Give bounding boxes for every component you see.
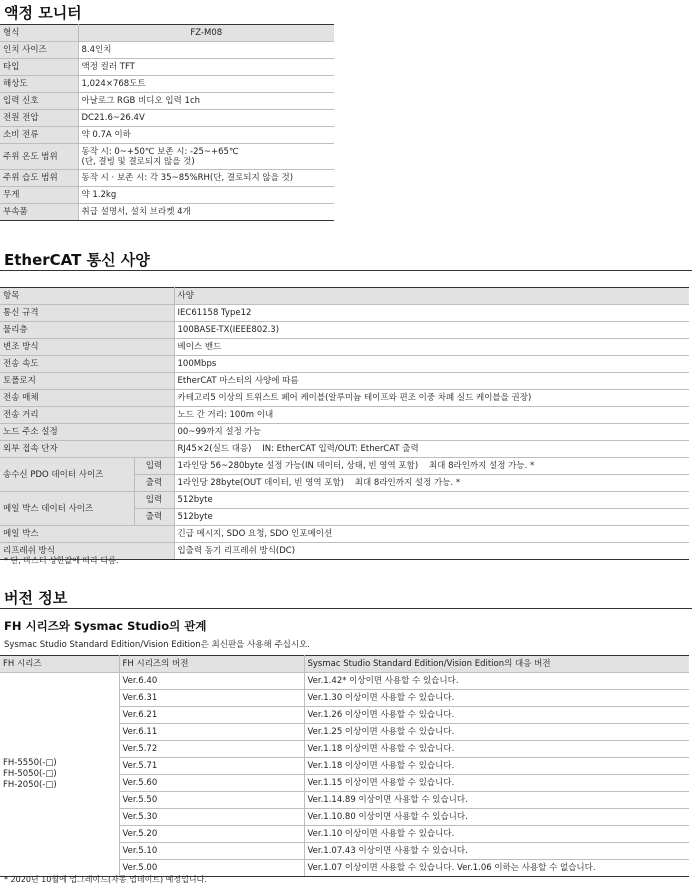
lcd-row [0, 93, 334, 110]
fh-version: Ver.5.50 [119, 792, 304, 809]
fh-version: Ver.5.30 [119, 809, 304, 826]
sysmac-version: Ver.1.07.43 이상이면 사용할 수 있습니다. [304, 843, 689, 860]
sysmac-version: Ver.1.07 이상이면 사용할 수 있습니다. Ver.1.06 이하는 사용할 수 없습니다. [304, 860, 689, 877]
ethercat-row-value: 00~99까지 설정 가능 [174, 424, 689, 441]
pdo-out-label: 출력 [134, 475, 174, 492]
lcd-row-value: 동작 시 · 보존 시: 각 35~85%RH(단, 결로되지 않을 것) [78, 170, 334, 187]
lcd-row-value [78, 144, 334, 170]
mailbox-size-in-label: 입력 [134, 492, 174, 509]
version-subtitle: FH 시리즈와 Sysmac Studio의 관계 [4, 619, 207, 633]
pdo-row-in [0, 458, 689, 475]
lcd-row [0, 144, 334, 170]
ethercat-header-row [0, 288, 689, 305]
lcd-row-label: 소비 전류 [0, 127, 78, 144]
version-header-row [0, 656, 689, 673]
ethercat-header-label: 항목 [0, 288, 174, 305]
lcd-row-label: 해상도 [0, 76, 78, 93]
ethercat-row-value: 긴급 메시지, SDO 요청, SDO 인포메이션 [174, 526, 689, 543]
sysmac-version: Ver.1.26 이상이면 사용할 수 있습니다. [304, 707, 689, 724]
sysmac-version: Ver.1.15 이상이면 사용할 수 있습니다. [304, 775, 689, 792]
ethercat-title-rule [0, 270, 692, 271]
ethercat-row [0, 441, 689, 458]
version-table [0, 655, 689, 877]
fh-series-name: FH-5550(-□) [3, 758, 57, 768]
ethercat-row-value: IEC61158 Type12 [174, 305, 689, 322]
sysmac-version: Ver.1.18 이상이면 사용할 수 있습니다. [304, 758, 689, 775]
lcd-row-value: 1,024×768도트 [78, 76, 334, 93]
ethercat-row-label: 전송 거리 [0, 407, 174, 424]
version-section-title: 버전 정보 [4, 589, 68, 607]
lcd-row-label: 주위 습도 범위 [0, 170, 78, 187]
ethercat-row [0, 407, 689, 424]
ethercat-row-label: 통신 규격 [0, 305, 174, 322]
fh-series-cell [0, 673, 119, 877]
lcd-row [0, 204, 334, 221]
ethercat-row-value: 노드 간 거리: 100m 이내 [174, 407, 689, 424]
mailbox-size-out-label: 출력 [134, 509, 174, 526]
mailbox-size-out-value: 512byte [174, 509, 689, 526]
ethercat-row [0, 424, 689, 441]
ethercat-row-value: 입출력 동기 리프레쉬 방식(DC) [174, 543, 689, 560]
fh-version: Ver.6.11 [119, 724, 304, 741]
fh-version: Ver.5.20 [119, 826, 304, 843]
lcd-row [0, 110, 334, 127]
fh-version: Ver.5.71 [119, 758, 304, 775]
lcd-header-row [0, 25, 334, 42]
lcd-row [0, 59, 334, 76]
lcd-row [0, 170, 334, 187]
lcd-temp-line2: (단, 결빙 및 결로되지 않을 것) [81, 156, 195, 167]
fh-version: Ver.6.40 [119, 673, 304, 690]
ethercat-row-label: 메일 박스 [0, 526, 174, 543]
lcd-row-value: 8.4인치 [78, 42, 334, 59]
lcd-row-value: 약 0.7A 이하 [78, 127, 334, 144]
pdo-label: 송수신 PDO 데이터 사이즈 [0, 458, 134, 492]
version-header-sysmac: Sysmac Studio Standard Edition/Vision Edition의 대응 버전 [304, 656, 689, 673]
lcd-header-label: 형식 [0, 25, 78, 42]
lcd-section-title: 액정 모니터 [4, 4, 82, 22]
pdo-in-label: 입력 [134, 458, 174, 475]
ethercat-row-label: 변조 방식 [0, 339, 174, 356]
ethercat-row-label: 노드 주소 설정 [0, 424, 174, 441]
lcd-row-label: 무게 [0, 187, 78, 204]
fh-version: Ver.5.60 [119, 775, 304, 792]
ethercat-row [0, 305, 689, 322]
ethercat-row-label: 리프레쉬 방식 [0, 543, 174, 560]
mailbox-size-row-in [0, 492, 689, 509]
ethercat-row [0, 322, 689, 339]
lcd-row-label: 타입 [0, 59, 78, 76]
ethercat-row-label: 외부 접속 단자 [0, 441, 174, 458]
sysmac-version: Ver.1.42* 이상이면 사용할 수 있습니다. [304, 673, 689, 690]
fh-version: Ver.6.31 [119, 690, 304, 707]
version-header-series: FH 시리즈 [0, 656, 119, 673]
version-title-rule [0, 608, 692, 609]
sysmac-version: Ver.1.30 이상이면 사용할 수 있습니다. [304, 690, 689, 707]
ethercat-row-value: EtherCAT 마스터의 사양에 따름 [174, 373, 689, 390]
ethercat-header-value: 사양 [174, 288, 689, 305]
lcd-spec-table [0, 24, 334, 221]
ethercat-row [0, 356, 689, 373]
lcd-row-label: 주위 온도 범위 [0, 144, 78, 170]
ethercat-row-label: 물리층 [0, 322, 174, 339]
fh-version: Ver.6.21 [119, 707, 304, 724]
lcd-row-label: 입력 신호 [0, 93, 78, 110]
ethercat-row [0, 373, 689, 390]
ethercat-row-label: 전송 매체 [0, 390, 174, 407]
sysmac-version: Ver.1.10.80 이상이면 사용할 수 있습니다. [304, 809, 689, 826]
ethercat-section-title: EtherCAT 통신 사양 [4, 251, 150, 269]
sysmac-version: Ver.1.18 이상이면 사용할 수 있습니다. [304, 741, 689, 758]
sysmac-version: Ver.1.14.89 이상이면 사용할 수 있습니다. [304, 792, 689, 809]
pdo-in-value: 1라인당 56~280byte 설정 가능(IN 데이터, 상태, 빈 영역 포함) 최대 8라인까지 설정 가능. * [174, 458, 689, 475]
lcd-row [0, 187, 334, 204]
fh-series-name: FH-5050(-□) [3, 769, 57, 779]
sysmac-version: Ver.1.10 이상이면 사용할 수 있습니다. [304, 826, 689, 843]
ethercat-row-value: 100Mbps [174, 356, 689, 373]
lcd-row [0, 76, 334, 93]
mailbox-size-label: 메일 박스 데이터 사이즈 [0, 492, 134, 526]
ethercat-row-value: 베이스 밴드 [174, 339, 689, 356]
lcd-row-value: 아날로그 RGB 비디오 입력 1ch [78, 93, 334, 110]
ethercat-row [0, 526, 689, 543]
lcd-row [0, 127, 334, 144]
ethercat-row-label: 토폴로지 [0, 373, 174, 390]
version-row [0, 673, 689, 690]
version-footnote: * 2020년 10월에 업그레이드(자동 업데이트) 예정입니다. [4, 875, 207, 884]
fh-version: Ver.5.72 [119, 741, 304, 758]
pdo-out-value: 1라인당 28byte(OUT 데이터, 빈 영역 포함) 최대 8라인까지 설정 가능. * [174, 475, 689, 492]
lcd-row [0, 42, 334, 59]
lcd-row-value: 취급 설명서, 설치 브라켓 4개 [78, 204, 334, 221]
ethercat-footnote: * 단, 마스터 상한값에 따라 다름. [4, 556, 119, 565]
version-description: Sysmac Studio Standard Edition/Vision Edition은 최신판을 사용해 주십시오. [4, 640, 310, 650]
fh-series-name: FH-2050(-□) [3, 780, 57, 790]
lcd-row-value: 액정 컬러 TFT [78, 59, 334, 76]
lcd-row-value: DC21.6~26.4V [78, 110, 334, 127]
ethercat-row-label: 전송 속도 [0, 356, 174, 373]
lcd-header-value: FZ-M08 [78, 25, 334, 42]
fh-version: Ver.5.00 [119, 860, 304, 877]
lcd-temp-line1: 동작 시: 0~+50℃ 보존 시: -25~+65℃ [81, 146, 239, 157]
lcd-row-label: 인치 사이즈 [0, 42, 78, 59]
mailbox-size-in-value: 512byte [174, 492, 689, 509]
ethercat-row [0, 390, 689, 407]
ethercat-row-value: 100BASE-TX(IEEE802.3) [174, 322, 689, 339]
lcd-row-value: 약 1.2kg [78, 187, 334, 204]
ethercat-row-value: RJ45×2(실드 대응) IN: EtherCAT 입력/OUT: EtherCAT 출력 [174, 441, 689, 458]
sysmac-version: Ver.1.25 이상이면 사용할 수 있습니다. [304, 724, 689, 741]
lcd-row-label: 부속품 [0, 204, 78, 221]
ethercat-spec-table [0, 287, 689, 560]
ethercat-row [0, 339, 689, 356]
fh-version: Ver.5.10 [119, 843, 304, 860]
ethercat-row-value: 카테고리5 이상의 트위스트 페어 케이블(알루미늄 테이프와 편조 이중 차폐 실드 케이블을 권장) [174, 390, 689, 407]
version-header-fh: FH 시리즈의 버전 [119, 656, 304, 673]
lcd-row-label: 전원 전압 [0, 110, 78, 127]
